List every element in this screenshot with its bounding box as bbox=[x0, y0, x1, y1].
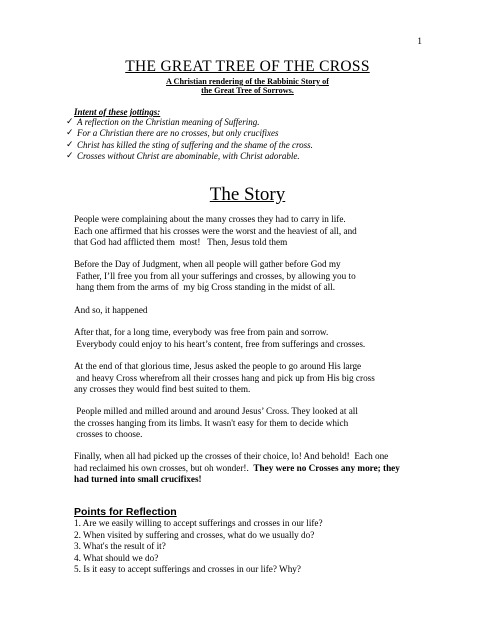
story-paragraph-7-text: Finally, when all had picked up the crosses of their choice, lo! And behold! Each one had reclaimed his own crosses, but oh wonder!. bbox=[74, 451, 389, 473]
story-paragraph-6: People milled and milled around and around Jesus’ Cross. They looked at all the crosses hanging from its limbs. It wasn't easy for them to decide which crosses to choose. bbox=[74, 406, 358, 440]
story-paragraph-4: After that, for a long time, everybody was free from pain and sorrow. Everybody could enjoy to his heart’s content, free from sufferings and crosses. bbox=[74, 327, 366, 349]
intent-item bbox=[66, 151, 313, 162]
checkmark-icon: ✓ bbox=[66, 128, 74, 139]
intent-item bbox=[66, 117, 313, 128]
checkmark-icon: ✓ bbox=[66, 117, 74, 127]
story-conclusion-line-1: They were no Crosses any more; they bbox=[253, 462, 400, 473]
story-paragraph-2: Before the Day of Judgment, when all people will gather before God my Father, I’ll free you from all your sufferings and crosses, by allowing you to hang them from the arms of my big Cross standing in the midst of all. bbox=[74, 259, 356, 293]
intent-list bbox=[66, 117, 313, 163]
reflection-heading: Points for Reflection bbox=[74, 506, 177, 518]
reflection-item: 1. Are we easily willing to accept sufferings and crosses in our life? bbox=[74, 518, 323, 528]
reflection-item: 5. Is it easy to accept sufferings and crosses in our life? Why? bbox=[74, 564, 301, 575]
intent-item bbox=[66, 140, 313, 151]
intent-heading: Intent of these jottings: bbox=[74, 107, 161, 117]
checkmark-icon: ✓ bbox=[66, 139, 74, 150]
story-heading: The Story bbox=[209, 184, 286, 205]
intent-item-text: A reflection on the Christian meaning of Suffering. bbox=[77, 117, 260, 127]
reflection-item: 4. What should we do? bbox=[74, 552, 159, 563]
reflection-item: 2. When visited by suffering and crosses, what do we usually do? bbox=[74, 529, 315, 540]
checkmark-icon: ✓ bbox=[66, 151, 74, 162]
story-paragraph-7 bbox=[74, 451, 400, 486]
intent-item-text: For a Christian there are no crosses, but only crucifixes bbox=[77, 128, 279, 139]
story-paragraph-3: And so, it happened bbox=[74, 305, 148, 315]
story-conclusion-line-2: had turned into small crucifixes! bbox=[74, 474, 202, 485]
subtitle-line-1: A Christian rendering of the Rabbinic Story of bbox=[166, 77, 329, 86]
intent-item bbox=[66, 128, 313, 139]
intent-item-text: Crosses without Christ are abominable, with Christ adorable. bbox=[77, 151, 300, 162]
reflection-list bbox=[74, 518, 323, 576]
document-title: THE GREAT TREE OF THE CROSS bbox=[125, 58, 370, 75]
story-paragraph-5: At the end of that glorious time, Jesus asked the people to go around His large and heavy Cross wherefrom all their crosses hang and pick up from His big cross any crosses they would find best suited to them. bbox=[74, 361, 375, 395]
subtitle-line-2: the Great Tree of Sorrows. bbox=[201, 86, 294, 95]
story-paragraph-1: People were complaining about the many crosses they had to carry in life. Each one affirmed that his crosses were the worst and the heaviest of all, and that God had afflicted them most! Then, Jesus told them bbox=[74, 214, 357, 248]
reflection-item: 3. What's the result of it? bbox=[74, 541, 166, 552]
page-number: 1 bbox=[417, 37, 422, 47]
intent-item-text: Christ has killed the sting of suffering and the shame of the cross. bbox=[77, 139, 313, 150]
